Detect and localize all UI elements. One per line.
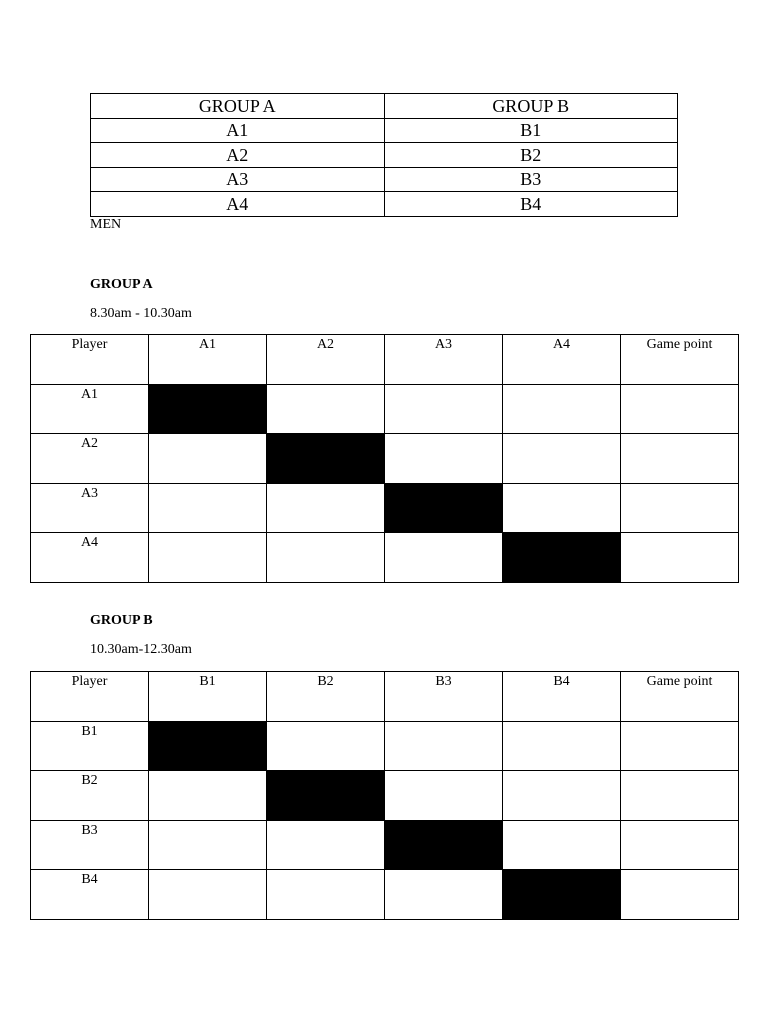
game-point-cell[interactable] <box>621 820 739 870</box>
group-a-player: A3 <box>91 167 385 192</box>
opponent-column-header: A4 <box>503 335 621 385</box>
score-cell[interactable] <box>149 870 267 920</box>
table-row <box>31 533 739 583</box>
score-cell[interactable] <box>267 721 385 771</box>
score-cell[interactable] <box>385 721 503 771</box>
table-row <box>91 167 678 192</box>
game-point-column-header: Game point <box>621 335 739 385</box>
score-cell[interactable] <box>149 483 267 533</box>
player-label: B2 <box>31 771 149 821</box>
game-point-cell[interactable] <box>621 533 739 583</box>
blocked-cell <box>149 721 267 771</box>
score-cell[interactable] <box>267 870 385 920</box>
group-a-player: A4 <box>91 192 385 217</box>
blocked-cell <box>385 483 503 533</box>
player-label: B1 <box>31 721 149 771</box>
table-row <box>31 384 739 434</box>
player-column-header: Player <box>31 672 149 722</box>
player-label: A2 <box>31 434 149 484</box>
group-b-match-table <box>30 671 739 920</box>
game-point-cell[interactable] <box>621 721 739 771</box>
game-point-cell[interactable] <box>621 771 739 821</box>
group-a-time: 8.30am - 10.30am <box>90 306 192 321</box>
blocked-cell <box>503 870 621 920</box>
score-cell[interactable] <box>503 721 621 771</box>
opponent-column-header: B4 <box>503 672 621 722</box>
score-cell[interactable] <box>503 483 621 533</box>
blocked-cell <box>385 820 503 870</box>
blocked-cell <box>267 434 385 484</box>
player-label: A3 <box>31 483 149 533</box>
groups-header-row <box>91 94 678 119</box>
table-row <box>91 192 678 217</box>
group-b-player: B4 <box>384 192 678 217</box>
table-row <box>31 434 739 484</box>
game-point-cell[interactable] <box>621 870 739 920</box>
opponent-column-header: A3 <box>385 335 503 385</box>
score-cell[interactable] <box>149 434 267 484</box>
group-b-player: B2 <box>384 143 678 168</box>
opponent-column-header: B3 <box>385 672 503 722</box>
game-point-cell[interactable] <box>621 384 739 434</box>
opponent-column-header: B2 <box>267 672 385 722</box>
blocked-cell <box>149 384 267 434</box>
group-b-player: B1 <box>384 118 678 143</box>
player-label: A4 <box>31 533 149 583</box>
table-row <box>91 143 678 168</box>
blocked-cell <box>267 771 385 821</box>
groups-table <box>90 93 678 217</box>
group-a-header: GROUP A <box>91 94 385 119</box>
score-cell[interactable] <box>385 870 503 920</box>
group-b-header: GROUP B <box>384 94 678 119</box>
score-cell[interactable] <box>385 434 503 484</box>
table-row <box>91 118 678 143</box>
score-cell[interactable] <box>503 771 621 821</box>
game-point-cell[interactable] <box>621 434 739 484</box>
player-column-header: Player <box>31 335 149 385</box>
group-a-player: A2 <box>91 143 385 168</box>
opponent-column-header: A1 <box>149 335 267 385</box>
category-label: MEN <box>90 217 122 232</box>
opponent-column-header: B1 <box>149 672 267 722</box>
match-header-row <box>31 335 739 385</box>
score-cell[interactable] <box>267 384 385 434</box>
blocked-cell <box>503 533 621 583</box>
group-a-player: A1 <box>91 118 385 143</box>
score-cell[interactable] <box>149 771 267 821</box>
group-b-title: GROUP B <box>90 613 153 628</box>
score-cell[interactable] <box>149 533 267 583</box>
game-point-column-header: Game point <box>621 672 739 722</box>
score-cell[interactable] <box>267 533 385 583</box>
group-a-title: GROUP A <box>90 277 153 292</box>
score-cell[interactable] <box>385 533 503 583</box>
score-cell[interactable] <box>267 820 385 870</box>
player-label: A1 <box>31 384 149 434</box>
score-cell[interactable] <box>503 434 621 484</box>
opponent-column-header: A2 <box>267 335 385 385</box>
player-label: B4 <box>31 870 149 920</box>
group-b-player: B3 <box>384 167 678 192</box>
player-label: B3 <box>31 820 149 870</box>
score-cell[interactable] <box>149 820 267 870</box>
match-header-row <box>31 672 739 722</box>
score-cell[interactable] <box>385 771 503 821</box>
score-cell[interactable] <box>503 384 621 434</box>
score-cell[interactable] <box>267 483 385 533</box>
table-row <box>31 483 739 533</box>
group-b-time: 10.30am-12.30am <box>90 642 192 657</box>
game-point-cell[interactable] <box>621 483 739 533</box>
table-row <box>31 771 739 821</box>
table-row <box>31 820 739 870</box>
table-row <box>31 870 739 920</box>
table-row <box>31 721 739 771</box>
score-cell[interactable] <box>503 820 621 870</box>
group-a-match-table <box>30 334 739 583</box>
score-cell[interactable] <box>385 384 503 434</box>
